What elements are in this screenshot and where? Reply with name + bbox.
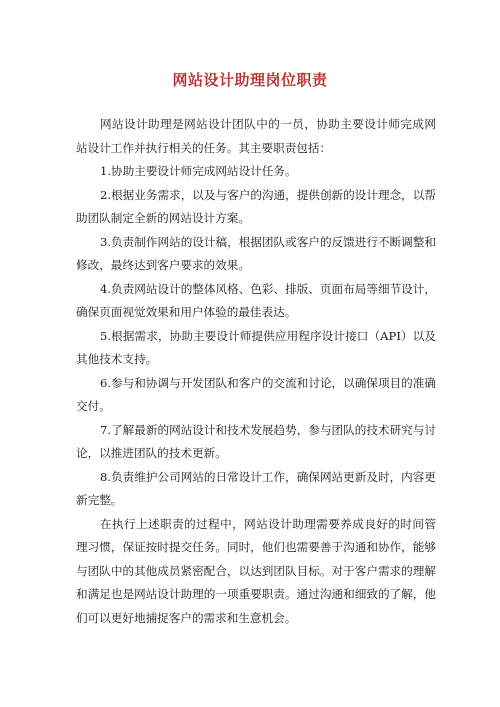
duty-item-4: 4.负责网站设计的整体风格、色彩、排版、页面布局等细节设计，确保页面视觉效果和用户体验的最佳表达。 [76,281,436,319]
duty-item-3: 3.负责制作网站的设计稿，根据团队或客户的反馈进行不断调整和修改，最终达到客户要求的效果。 [76,234,436,272]
duty-item-8: 8.负责维护公司网站的日常设计工作，确保网站更新及时，内容更新完整。 [76,469,436,507]
document-title: 网站设计助理岗位职责 [172,71,328,89]
duty-item-5: 5.根据需求，协助主要设计师提供应用程序设计接口（API）以及其他技术支持。 [76,328,436,366]
intro-paragraph: 网站设计助理是网站设计团队中的一员，协助主要设计师完成网站设计工作并执行相关的任务。其主要职责包括： [76,117,436,155]
duty-item-6: 6.参与和协调与开发团队和客户的交流和讨论，以确保项目的准确交付。 [76,375,436,413]
conclusion-paragraph: 在执行上述职责的过程中，网站设计助理需要养成良好的时间管理习惯，保证按时提交任务。同时，他们也需要善于沟通和协作，能够与团队中的其他成员紧密配合，以达到团队目标。对于客户需求的理解和满足也是网站设计助理的一项重要职责。通过沟通和细致的了解，他们可以更好地捕捉客户的需求和生意机会。 [76,516,436,625]
duty-item-7: 7.了解最新的网站设计和技术发展趋势，参与团队的技术研究与讨论，以推进团队的技术更新。 [76,422,436,460]
document-body [76,113,436,630]
duty-item-1: 1.协助主要设计师完成网站设计任务。 [100,164,297,178]
duty-item-2: 2.根据业务需求，以及与客户的沟通，提供创新的设计理念，以帮助团队制定全新的网站设计方案。 [76,187,436,225]
